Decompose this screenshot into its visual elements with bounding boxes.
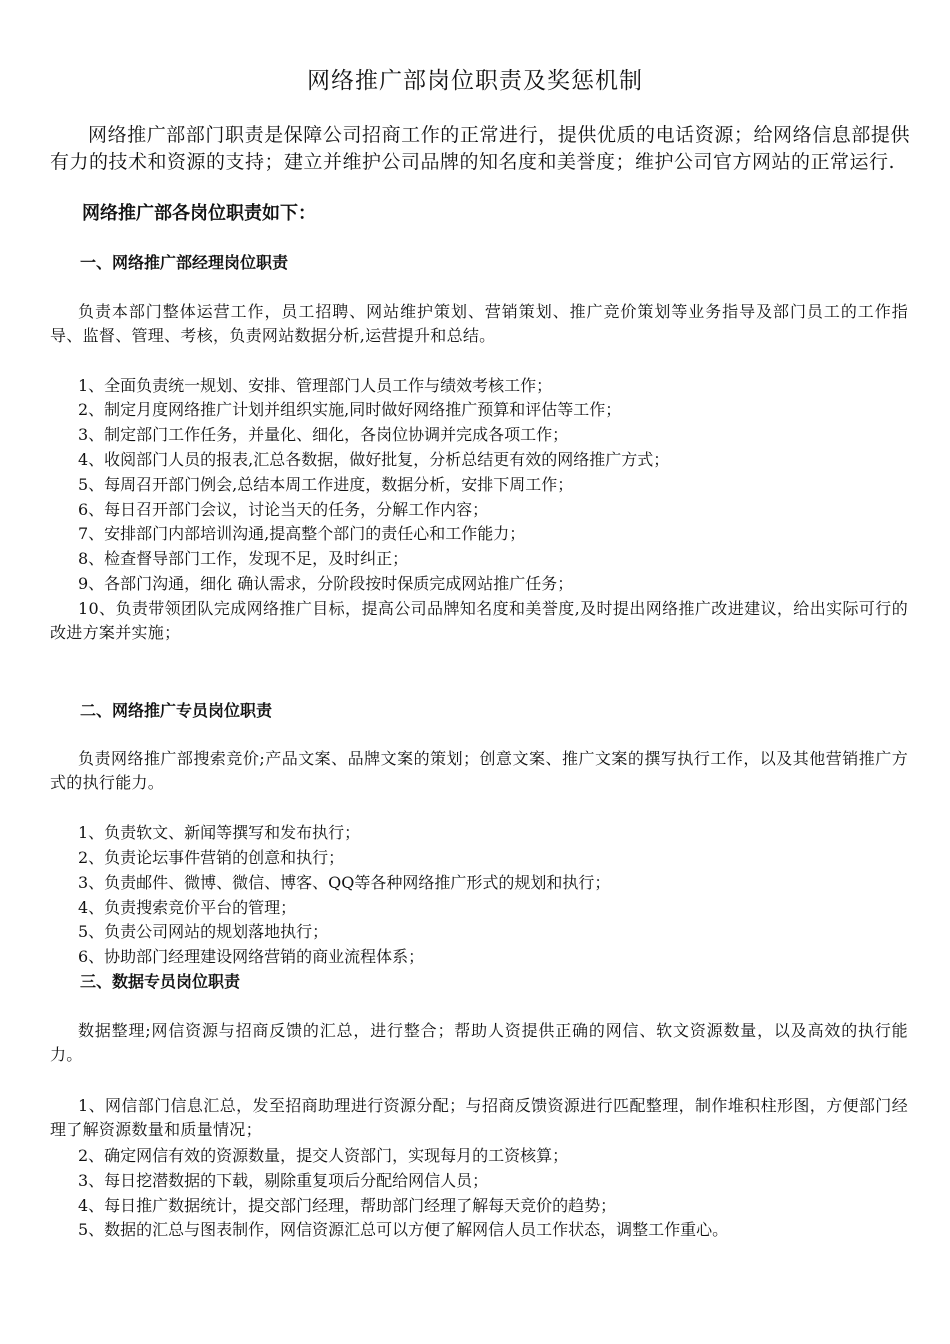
list-item: 9、各部门沟通，细化 确认需求，分阶段按时保质完成网站推广任务； <box>78 574 574 593</box>
section-subhead: 网络推广部各岗位职责如下： <box>82 203 316 224</box>
list-item: 2、确定网信有效的资源数量，提交人资部门，实现每月的工资核算； <box>78 1146 569 1165</box>
list-item: 3、每日挖潜数据的下载，剔除重复项后分配给网信人员； <box>78 1171 489 1190</box>
list-item: 6、每日召开部门会议，讨论当天的任务，分解工作内容； <box>78 500 489 519</box>
list-item: 1、网信部门信息汇总，发至招商助理进行资源分配；与招商反馈资源进行匹配整理，制作堆积柱形图，方便部门经理了解资源数量和质量情况； <box>50 1096 908 1139</box>
list-item: 1、负责软文、新闻等撰写和发布执行； <box>78 823 361 842</box>
section-1-heading: 一、网络推广部经理岗位职责 <box>80 253 289 272</box>
list-item: 4、每日推广数据统计，提交部门经理，帮助部门经理了解每天竞价的趋势； <box>78 1196 617 1215</box>
section-1-paragraph: 负责本部门整体运营工作，员工招聘、网站维护策划、营销策划、推广竞价策划等业务指导及部门员工的工作指导、监督、管理、考核，负责网站数据分析,运营提升和总结。 <box>50 302 908 345</box>
list-item: 4、负责搜索竞价平台的管理； <box>78 898 297 917</box>
list-item: 5、数据的汇总与图表制作，网信资源汇总可以方便了解网信人员工作状态，调整工作重心。 <box>78 1220 729 1239</box>
section-2-heading: 二、网络推广专员岗位职责 <box>80 701 273 720</box>
section-3-paragraph: 数据整理;网信资源与招商反馈的汇总，进行整合；帮助人资提供正确的网信、软文资源数量，以及高效的执行能力。 <box>50 1021 908 1064</box>
list-item: 5、负责公司网站的规划落地执行； <box>78 922 329 941</box>
list-item: 5、每周召开部门例会,总结本周工作进度，数据分析，安排下周工作； <box>78 475 574 494</box>
list-item: 1、全面负责统一规划、安排、管理部门人员工作与绩效考核工作； <box>78 376 553 395</box>
list-item: 7、安排部门内部培训沟通,提高整个部门的责任心和工作能力； <box>78 524 526 543</box>
intro-paragraph: 网络推广部部门职责是保障公司招商工作的正常进行，提供优质的电话资源；给网络信息部提供有力的技术和资源的支持；建立并维护公司品牌的知名度和美誉度；维护公司官方网站的正常运行. <box>50 124 910 173</box>
list-item: 3、制定部门工作任务，并量化、细化，各岗位协调并完成各项工作； <box>78 425 569 444</box>
list-item: 8、检查督导部门工作，发现不足，及时纠正； <box>78 549 409 568</box>
list-item: 2、负责论坛事件营销的创意和执行； <box>78 848 345 867</box>
list-item: 2、制定月度网络推广计划并组织实施,同时做好网络推广预算和评估等工作； <box>78 400 622 419</box>
document-title: 网络推广部岗位职责及奖惩机制 <box>307 68 643 94</box>
list-item: 4、收阅部门人员的报表,汇总各数据，做好批复，分析总结更有效的网络推广方式； <box>78 450 670 469</box>
section-3-heading: 三、数据专员岗位职责 <box>80 972 241 991</box>
list-item: 10、负责带领团队完成网络推广目标，提高公司品牌知名度和美誉度,及时提出网络推广改进建议，给出实际可行的改进方案并实施； <box>50 599 908 642</box>
list-item: 3、负责邮件、微博、微信、博客、QQ等各种网络推广形式的规划和执行； <box>78 873 611 892</box>
list-item: 6、协助部门经理建设网络营销的商业流程体系； <box>78 947 425 966</box>
section-2-paragraph: 负责网络推广部搜索竞价;产品文案、品牌文案的策划；创意文案、推广文案的撰写执行工作，以及其他营销推广方式的执行能力。 <box>50 749 908 792</box>
